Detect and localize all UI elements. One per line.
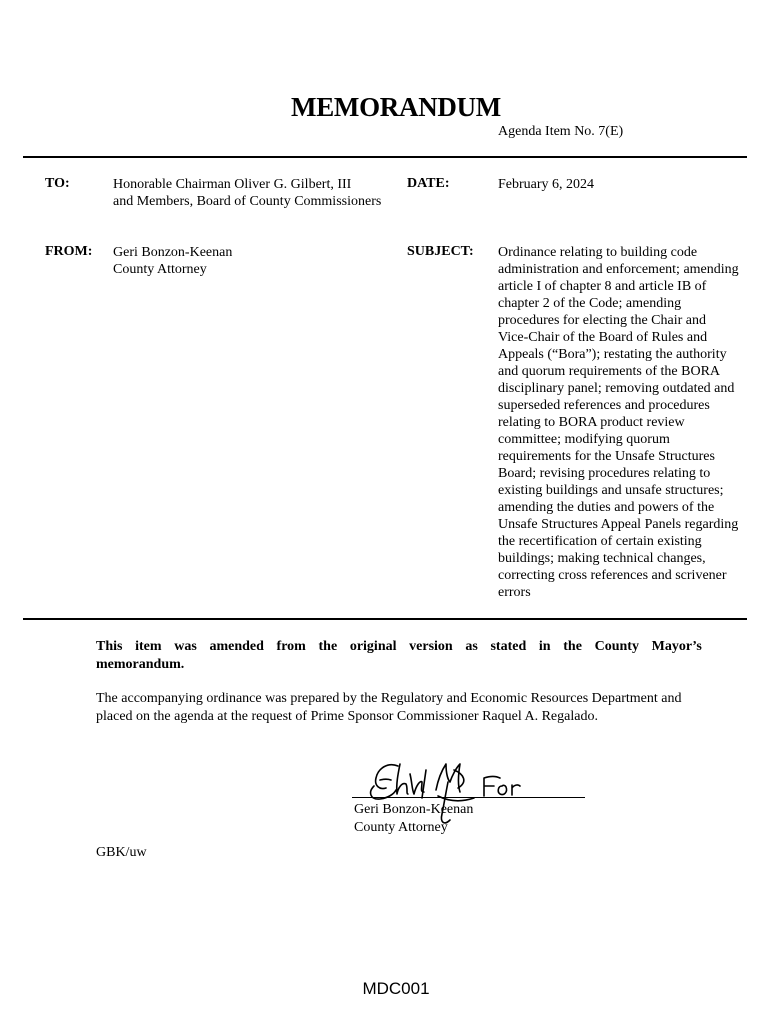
subject-line: Ordinance relating to building code: [498, 245, 698, 260]
from-value: [113, 244, 232, 278]
subject-line: committee; modifying quorum: [498, 432, 670, 447]
header-divider: [23, 156, 747, 158]
subject-line: disciplinary panel; removing outdated and: [498, 381, 735, 396]
subject-line: relating to BORA product review: [498, 415, 685, 430]
amended-notice-word: was: [174, 639, 197, 654]
signature-line: [352, 797, 585, 798]
subject-line: buildings; making technical changes,: [498, 551, 706, 566]
subject-line: existing buildings and unsafe structures;: [498, 483, 724, 498]
amended-notice: [96, 638, 702, 674]
signer-title: County Attorney: [354, 820, 448, 835]
to-line: and Members, Board of County Commissioners: [113, 194, 382, 209]
amended-notice-word: the: [563, 639, 582, 654]
subject-value: [498, 244, 750, 601]
body-paragraph: [96, 690, 681, 726]
subject-line: article I of chapter 8 and article IB of: [498, 279, 707, 294]
amended-notice-word: item: [135, 639, 162, 654]
amended-notice-word: from: [276, 639, 306, 654]
amended-notice-word: This: [96, 639, 123, 654]
subject-line: procedures for electing the Chair and: [498, 313, 706, 328]
paragraph-line: The accompanying ordinance was prepared by the Regulatory and Economic Resources Department and: [96, 691, 682, 706]
amended-notice-word: the: [318, 639, 338, 654]
amended-notice-word: version: [409, 639, 453, 654]
subject-line: superseded references and procedures: [498, 398, 710, 413]
body-divider: [23, 618, 747, 620]
date-value: February 6, 2024: [498, 177, 595, 192]
subject-line: administration and enforcement; amending: [498, 262, 739, 277]
subject-line: amending the duties and powers of the: [498, 500, 715, 515]
subject-line: errors: [498, 585, 531, 600]
subject-line: requirements for the Unsafe Structures: [498, 449, 715, 464]
from-line: Geri Bonzon-Keenan: [113, 245, 233, 260]
subject-label: SUBJECT:: [407, 244, 474, 259]
subject-line: correcting cross references and scrivener: [498, 568, 727, 583]
to-label: TO:: [45, 176, 70, 191]
amended-notice-word: as: [465, 639, 478, 654]
to-line: Honorable Chairman Oliver G. Gilbert, III: [113, 177, 352, 192]
agenda-item-number: Agenda Item No. 7(E): [498, 124, 624, 139]
amended-notice-word: stated: [490, 639, 527, 654]
signer-block: [354, 801, 473, 837]
amended-notice-word: Mayor’s: [651, 639, 702, 654]
amended-notice-line: [96, 638, 702, 656]
from-label: FROM:: [45, 244, 93, 259]
from-line: County Attorney: [113, 262, 207, 277]
subject-line: Board; revising procedures relating to: [498, 466, 711, 481]
amended-notice-word: original: [349, 639, 397, 654]
amended-notice-line: memorandum.: [96, 657, 185, 672]
amended-notice-word: County: [594, 639, 639, 654]
subject-line: and quorum requirements of the BORA: [498, 364, 721, 379]
subject-line: the recertification of certain existing: [498, 534, 702, 549]
paragraph-line: placed on the agenda at the request of Prime Sponsor Commissioner Raquel A. Regalado.: [96, 709, 598, 724]
amended-notice-word: amended: [209, 639, 264, 654]
subject-line: Unsafe Structures Appeal Panels regarding: [498, 517, 739, 532]
footer-document-code: MDC001: [362, 979, 430, 998]
subject-line: chapter 2 of the Code; amending: [498, 296, 682, 311]
subject-line: Appeals (“Bora”); restating the authority: [498, 347, 727, 362]
typist-initials: GBK/uw: [96, 845, 147, 860]
page-title: MEMORANDUM: [291, 92, 501, 122]
to-value: [113, 176, 381, 210]
date-label: DATE:: [407, 176, 450, 191]
subject-line: Vice-Chair of the Board of Rules and: [498, 330, 708, 345]
amended-notice-word: in: [538, 639, 551, 654]
signer-name: Geri Bonzon-Keenan: [354, 802, 474, 817]
